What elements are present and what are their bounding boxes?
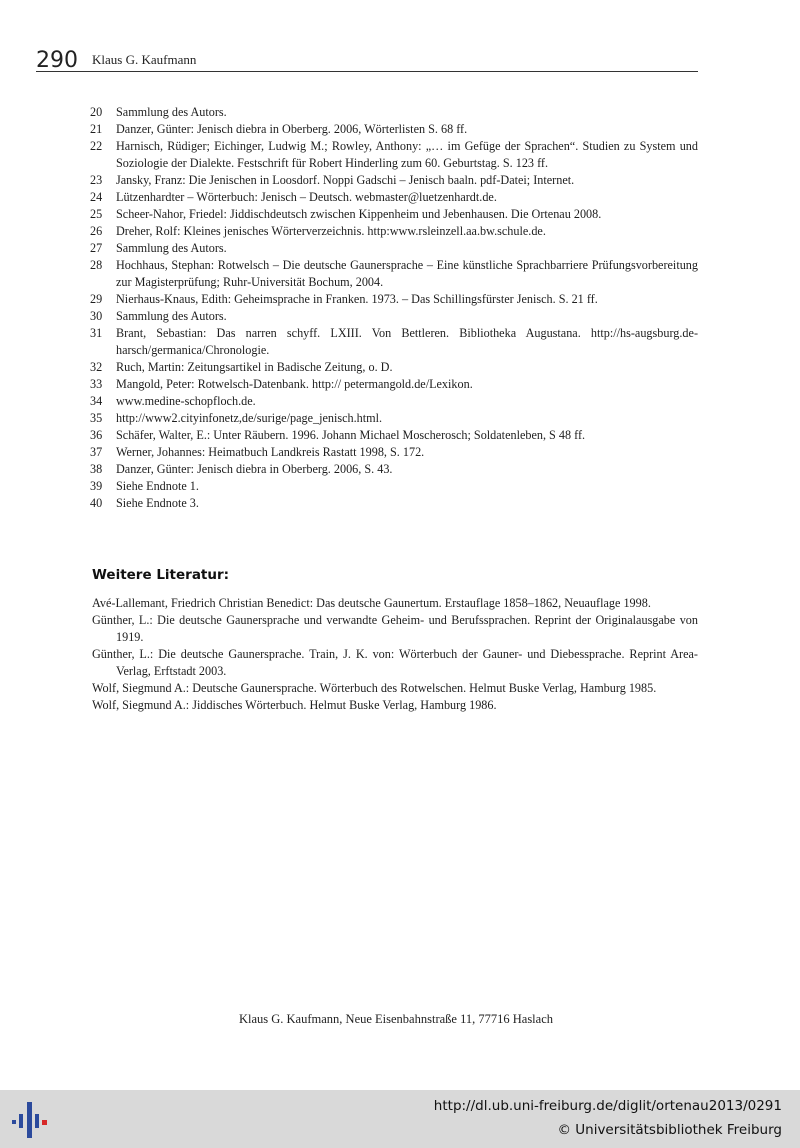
endnote-text: Brant, Sebastian: Das narren schyff. LXIII. Von Bettleren. Bibliotheka Augustana. http://hs-augsburg.de-harsch/germanica/Chronologie.	[116, 326, 698, 357]
literature-heading: Weitere Literatur:	[92, 567, 230, 583]
endnote-number: 38	[90, 462, 103, 476]
endnote	[90, 359, 698, 376]
endnote-text: Harnisch, Rüdiger; Eichinger, Ludwig M.; Rowley, Anthony: „… im Gefüge der Sprachen“. Studien zu System und Soziologie der Dialekte. Festschrift für Robert Hinderling zum 60. Geburtstag. S. 123 ff.	[116, 139, 698, 170]
endnote-text: Ruch, Martin: Zeitungsartikel in Badische Zeitung, o. D.	[116, 360, 393, 374]
endnote-number: 37	[90, 445, 103, 459]
endnote	[90, 308, 698, 325]
endnote-text: Scheer-Nahor, Friedel: Jiddischdeutsch zwischen Kippenheim und Jebenhausen. Die Ortenau 2008.	[116, 207, 602, 221]
endnote-text: www.medine-schopfloch.de.	[116, 394, 256, 408]
endnote-text: Nierhaus-Knaus, Edith: Geheimsprache in Franken. 1973. – Das Schillingsfürster Jenisch. S. 21 ff.	[116, 292, 598, 306]
endnote-number: 29	[90, 292, 103, 306]
page-header	[36, 48, 698, 72]
endnote	[90, 393, 698, 410]
endnote-number: 20	[90, 105, 103, 119]
endnote	[90, 427, 698, 444]
endnote-text: http://www2.cityinfonetz,de/surige/page_jenisch.html.	[116, 411, 383, 425]
endnote-text: Lützenhardter – Wörterbuch: Jenisch – Deutsch. webmaster@luetzenhardt.de.	[116, 190, 497, 204]
endnotes-list	[90, 104, 698, 512]
literature-entry: Günther, L.: Die deutsche Gaunersprache und verwandte Geheim- und Berufssprachen. Reprint der Originalausgabe von 1919.	[92, 613, 698, 644]
literature-entry: Wolf, Siegmund A.: Jiddisches Wörterbuch. Helmut Buske Verlag, Hamburg 1986.	[92, 698, 497, 712]
literature-entry: Günther, L.: Die deutsche Gaunersprache. Train, J. K. von: Wörterbuch der Gauner- und Diebessprache. Reprint Area-Verlag, Erftstadt 2003.	[92, 647, 698, 678]
endnote-number: 23	[90, 173, 103, 187]
endnote-number: 36	[90, 428, 103, 442]
endnote	[90, 376, 698, 393]
footer-bar	[0, 1090, 800, 1148]
endnote	[90, 444, 698, 461]
endnote	[90, 240, 698, 257]
endnote	[90, 206, 698, 223]
endnote-text: Siehe Endnote 3.	[116, 496, 199, 510]
endnote-text: Danzer, Günter: Jenisch diebra in Oberberg. 2006, Wörterlisten S. 68 ff.	[116, 122, 468, 136]
running-head: Klaus G. Kaufmann	[92, 52, 197, 67]
endnote	[90, 410, 698, 427]
endnote-text: Mangold, Peter: Rotwelsch-Datenbank. http:// petermangold.de/Lexikon.	[116, 377, 473, 391]
endnote-text: Sammlung des Autors.	[116, 309, 227, 323]
endnote	[90, 325, 698, 359]
endnote	[90, 138, 698, 172]
author-address: Klaus G. Kaufmann, Neue Eisenbahnstraße 11, 77716 Haslach	[238, 1012, 554, 1026]
endnote	[90, 189, 698, 206]
endnote-number: 21	[90, 122, 103, 136]
endnote-number: 34	[90, 394, 103, 408]
literature-entry: Wolf, Siegmund A.: Deutsche Gaunersprache. Wörterbuch des Rotwelschen. Helmut Buske Verlag, Hamburg 1985.	[92, 681, 657, 695]
literature-entry: Avé-Lallemant, Friedrich Christian Benedict: Das deutsche Gaunertum. Erstauflage 1858–1862, Neuauflage 1998.	[92, 596, 651, 610]
endnote-number: 28	[90, 258, 103, 272]
endnote-number: 39	[90, 479, 103, 493]
endnote	[90, 461, 698, 478]
endnote-number: 32	[90, 360, 103, 374]
endnote	[90, 121, 698, 138]
endnote	[90, 478, 698, 495]
endnote-number: 26	[90, 224, 103, 238]
endnote	[90, 104, 698, 121]
copyright-notice: © Universitätsbibliothek Freiburg	[557, 1122, 782, 1138]
endnote	[90, 495, 698, 512]
endnote-number: 22	[90, 139, 103, 153]
endnote-number: 40	[90, 496, 103, 510]
endnote-number: 33	[90, 377, 103, 391]
endnote-text: Siehe Endnote 1.	[116, 479, 199, 493]
endnote-number: 31	[90, 326, 103, 340]
endnote-text: Sammlung des Autors.	[116, 105, 227, 119]
page-number: 290	[36, 48, 78, 73]
endnote-number: 27	[90, 241, 103, 255]
endnote-text: Schäfer, Walter, E.: Unter Räubern. 1996. Johann Michael Moscherosch; Soldatenleben, S 48 ff.	[116, 428, 586, 442]
library-logo-icon	[10, 1100, 54, 1140]
endnote-text: Dreher, Rolf: Kleines jenisches Wörterverzeichnis. http:www.rsleinzell.aa.bw.schule.de.	[116, 224, 546, 238]
endnote	[90, 291, 698, 308]
endnote-number: 35	[90, 411, 103, 425]
document-url-link[interactable]: http://dl.ub.uni-freiburg.de/diglit/ortenau2013/0291	[433, 1098, 782, 1114]
endnote-text: Hochhaus, Stephan: Rotwelsch – Die deutsche Gaunersprache – Eine künstliche Sprachbarriere Prüfungsvorbereitung zur Magisterprüfung; Ruhr-Universität Bochum, 2004.	[116, 258, 698, 289]
endnote-text: Danzer, Günter: Jenisch diebra in Oberberg. 2006, S. 43.	[116, 462, 393, 476]
endnote-text: Jansky, Franz: Die Jenischen in Loosdorf. Noppi Gadschi – Jenisch baaln. pdf-Datei; Internet.	[116, 173, 575, 187]
endnote-number: 25	[90, 207, 103, 221]
endnote-number: 30	[90, 309, 103, 323]
endnote-text: Sammlung des Autors.	[116, 241, 227, 255]
endnote-text: Werner, Johannes: Heimatbuch Landkreis Rastatt 1998, S. 172.	[116, 445, 425, 459]
literature-list	[92, 595, 698, 714]
endnote-number: 24	[90, 190, 103, 204]
endnote	[90, 172, 698, 189]
endnote	[90, 257, 698, 291]
endnote	[90, 223, 698, 240]
